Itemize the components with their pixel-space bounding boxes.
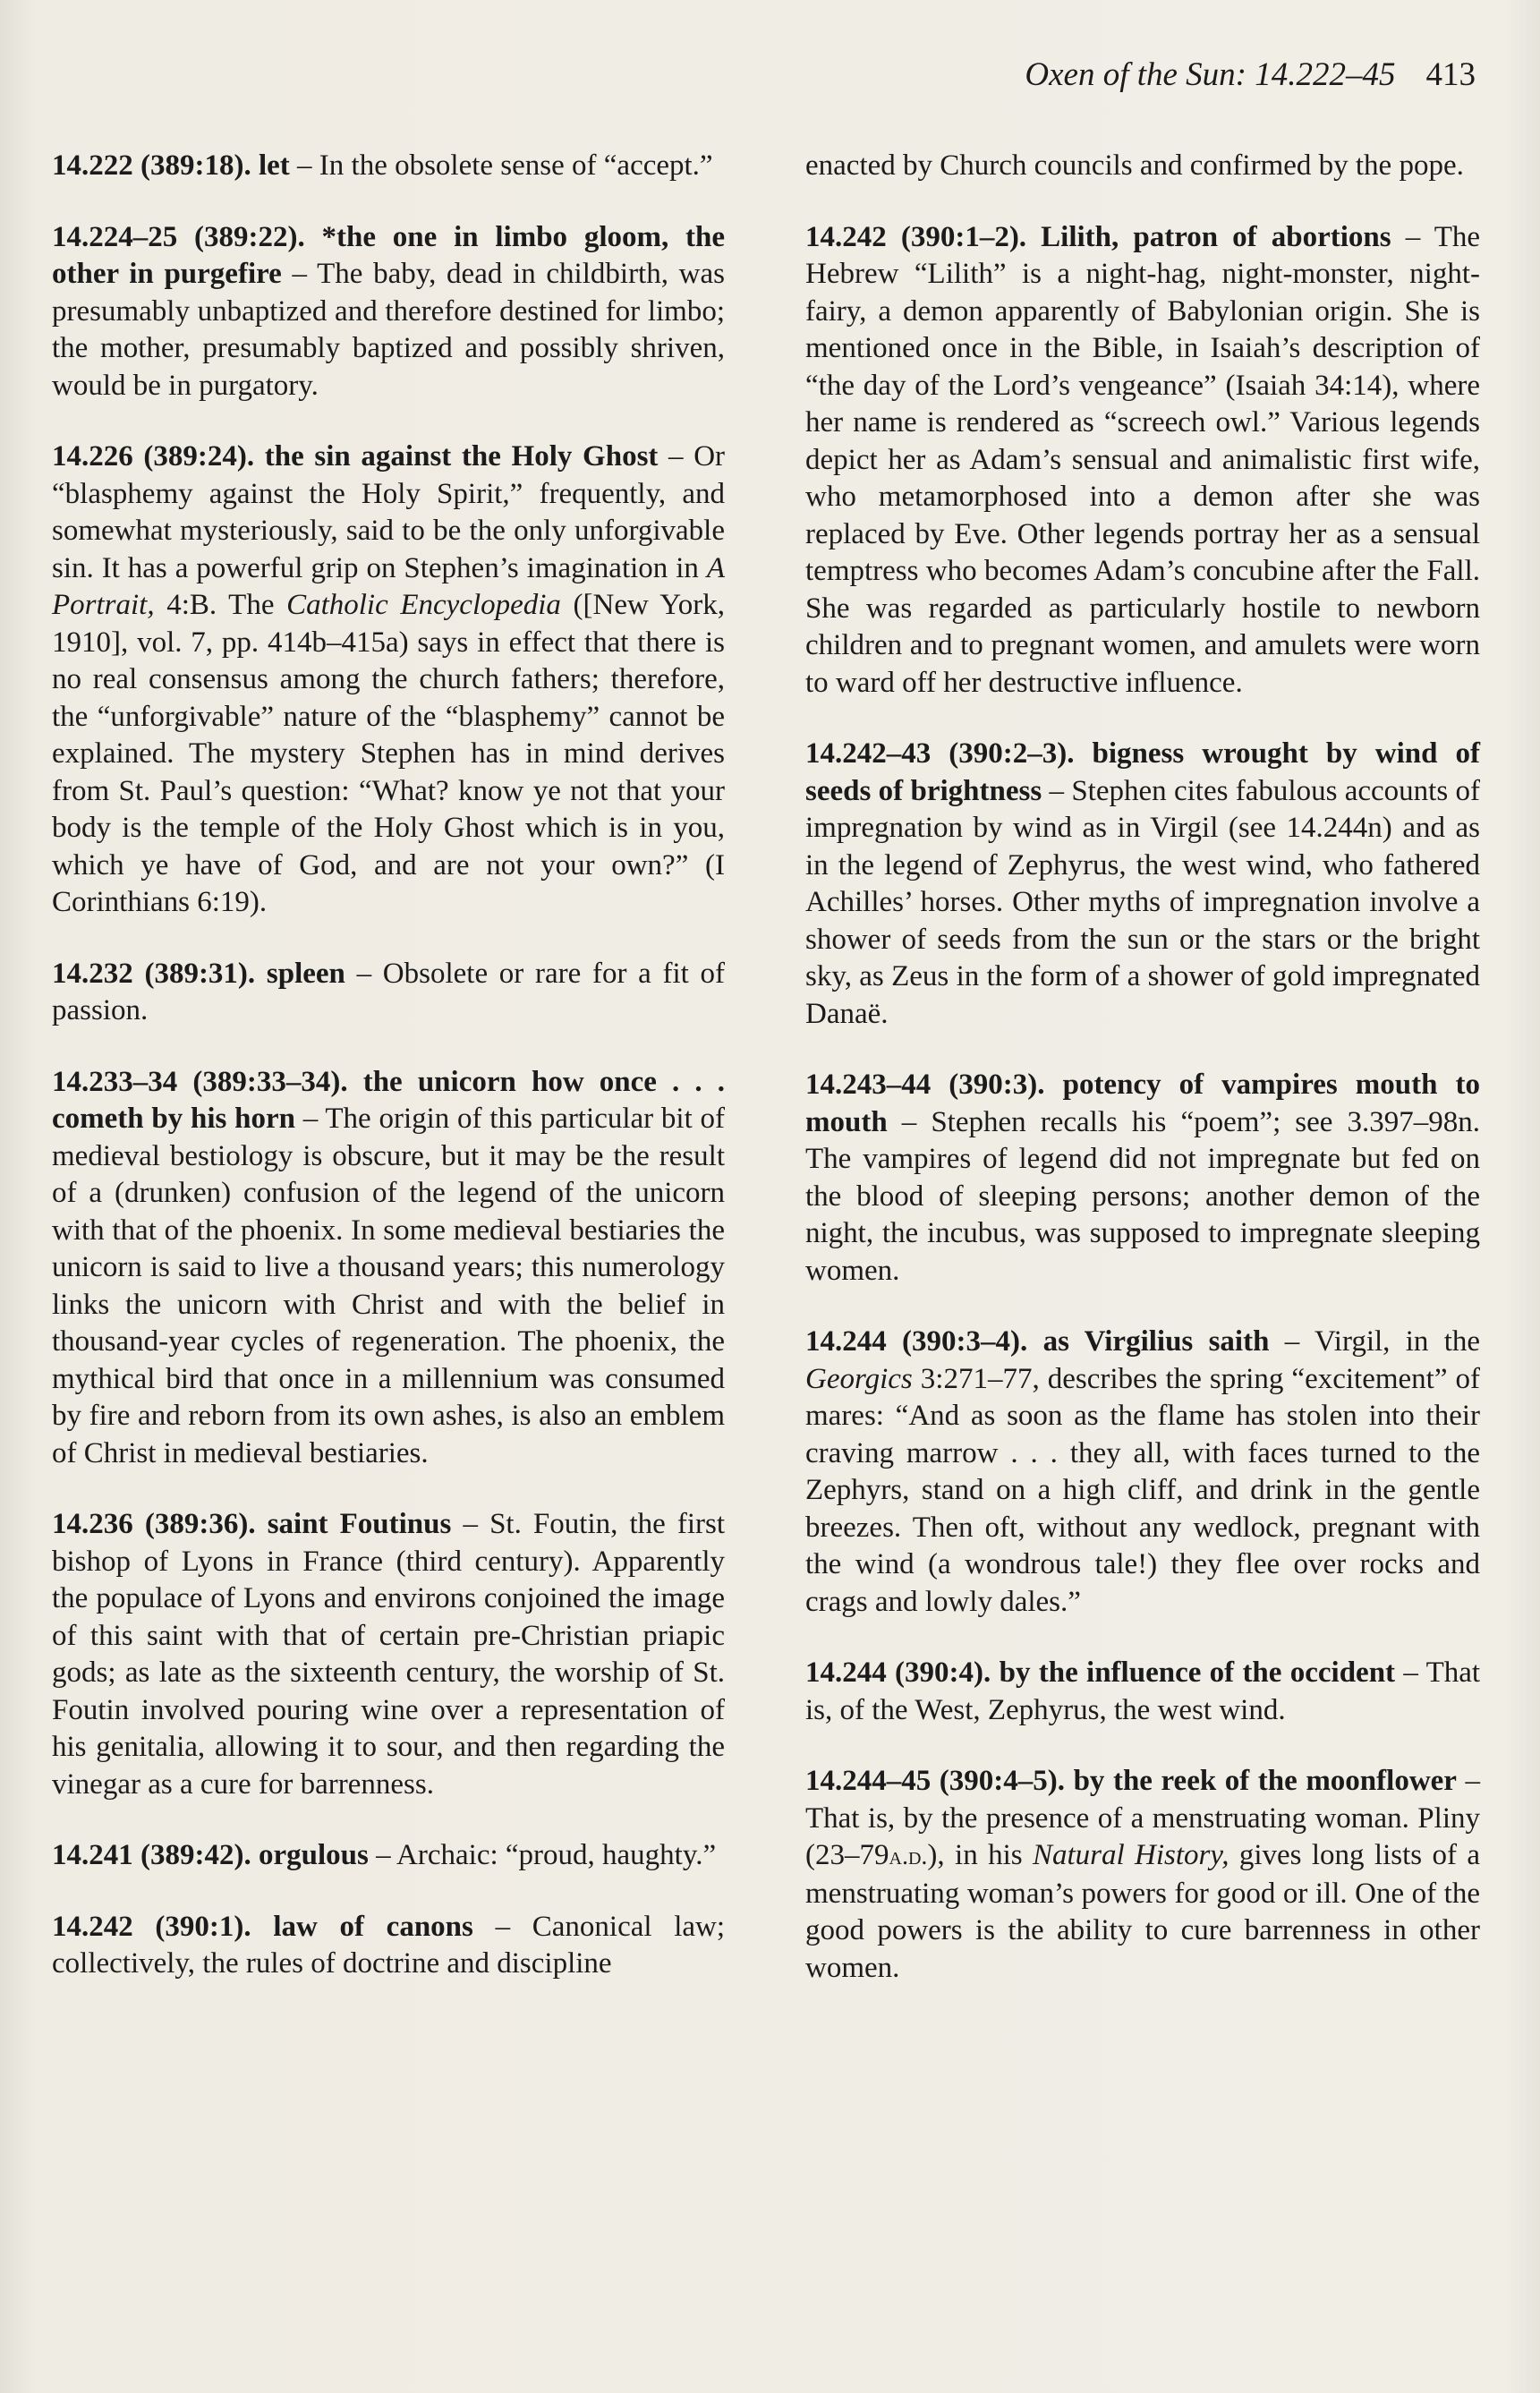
gloss: Stephen recalls his “poem”; see 3.397–98n. The vampires of legend did not impregnate but fed on the blood of sleeping persons; another demon of the night, the incubus, was supposed to impregnate sleeping women. [805,1105,1481,1287]
line-reference: 14.242 (390:1–2). [805,220,1027,253]
gloss: The Hebrew “Lilith” is a night-hag, night-monster, night-fairy, a demon apparently of Babylonian origin. She is mentioned once in the Bible, in Isaiah’s description of “the day of the Lord’s vengeance” (Isaiah 34:14), where her name is rendered as “screech owl.” Various legends depict her as Adam’s sensual and animalistic first wife, who metamorphosed into a demon after she was replaced by Eve. Other legends portray her as a sensual temptress who becomes Adam’s concubine after the Fall. She was regarded as particularly hostile to newborn children and to pregnant women, and amulets were worn to ward off her destructive influence. [805,220,1481,699]
line-reference: 14.244–45 (390:4–5). [805,1765,1066,1797]
right-column [805,148,1480,2021]
work-title: Natural History, [1032,1839,1229,1871]
gloss: Obsolete or rare for a fit of passion. [52,957,726,1026]
era-abbreviation: a.d. [889,1843,928,1870]
gloss: Or “blasphemy against the Holy Spirit,” frequently, and somewhat mysteriously, said to be the only unforgivable sin. It has a powerful grip on Stephen’s imagination in [52,440,726,584]
gloss: Virgil, in the [1314,1325,1481,1358]
gloss: The baby, dead in childbirth, was presumably unbaptized and therefore destined for limbo; the mother, presumably baptized and possibly shriven, would be in purgatory. [52,258,725,402]
gloss: The origin of this particular bit of medieval bestiology is obscure, but it may be the result of a (drunken) confusion of the legend of the unicorn with that of the phoenix. In some medieval bestiaries the unicorn is said to live a thousand years; this numerology links the unicorn with Christ and with the belief in thousand-year cycles of regeneration. The phoenix, the mythical bird that once in a millennium was consumed by fire and reborn from its own ashes, is also an emblem of Christ in medieval bestiaries. [52,1103,725,1469]
annotation-entry: 14.242 (390:1–2). Lilith, patron of abortions – The Hebrew “Lilith” is a night-hag, night-monster, night-fairy, a demon apparently of Babylonian origin. She is mentioned once in the Bible, in Isaiah’s description of “the day of the Lord’s vengeance” (Isaiah 34:14), where her name is rendered as “screech owl.” Various legends depict her as Adam’s sensual and animalistic first wife, who metamorphosed into a demon after she was replaced by Eve. Other legends portray her as a sensual temptress who becomes Adam’s concubine after the Fall. She was regarded as particularly hostile to newborn children and to pregnant women, and amulets were worn to ward off her destructive influence. [805,220,1481,699]
annotation-entry: 14.244 (390:3–4). as Virgilius saith – Virgil, in the Georgics 3:271–77, describes the spring “excitement” of mares: “And as soon as the flame has stolen into their craving marrow . . . they all, with faces turned to the Zephyrs, stand on a high cliff, and drink in the gentle breezes. Then oft, without any wedlock, pregnant with the wind (a wondrous tale!) they flee over rocks and crags and lowly dales.” [805,1325,1481,1618]
gloss: Archaic: “proud, haughty.” [396,1839,717,1871]
lemma: orgulous [258,1839,369,1871]
line-reference: 14.242 (390:1). [52,1910,251,1943]
gloss: Canonical law; collectively, the rules of doctrine and discipline [52,1910,726,1980]
left-column [52,148,725,2017]
lemma: saint Foutinus [267,1508,452,1540]
gloss: Stephen cites fabulous accounts of impregnation by wind as in Virgil (see 14.244n) and as in the legend of Zephyrus, the west wind, who fathered Achilles’ horses. Other myths of impregnation involve a shower of seeds from the sun or the stars or the bright sky, as Zeus in the form of a shower of gold impregnated Danaë. [805,774,1480,1030]
annotation-entry: 14.222 (389:18). let – In the obsolete sense of “accept.” [52,149,713,182]
annotation-entry: 14.244 (390:4). by the influence of the occident – That is, of the West, Zephyrus, the west wind. [805,1656,1481,1726]
lemma: law of canons [273,1910,473,1943]
annotation-entry: 14.232 (389:31). spleen – Obsolete or rare for a fit of passion. [52,957,726,1026]
annotation-entry: 14.242–43 (390:2–3). bigness wrought by wind of seeds of brightness – Stephen cites fabulous accounts of impregnation by wind as in Virgil (see 14.244n) and as in the legend of Zephyrus, the west wind, who fathered Achilles’ horses. Other myths of impregnation involve a shower of seeds from the sun or the stars or the bright sky, as Zeus in the form of a shower of gold impregnated Danaë. [805,737,1480,1030]
annotation-entry: 14.233–34 (389:33–34). the unicorn how once . . . cometh by his horn – The origin of this particular bit of medieval bestiology is obscure, but it may be the result of a (drunken) confusion of the legend of the unicorn with that of the phoenix. In some medieval bestiaries the unicorn is said to live a thousand years; this numerology links the unicorn with Christ and with the belief in thousand-year cycles of regeneration. The phoenix, the mythical bird that once in a millennium was consumed by fire and reborn from its own ashes, is also an emblem of Christ in medieval bestiaries. [52,1065,726,1469]
line-reference: 14.222 (389:18). [52,149,251,182]
gloss: That is, of the West, Zephyrus, the west wind. [805,1656,1481,1726]
lemma: by the reek of the moonflower [1073,1765,1457,1797]
lemma: the sin against the Holy Ghost [264,440,659,473]
line-reference: 14.232 (389:31). [52,957,256,990]
work-title: Georgics [805,1362,913,1395]
annotation-continuation [805,148,1480,185]
line-reference: 14.242–43 (390:2–3). [805,737,1075,770]
lemma: let [258,149,290,182]
gloss: gives long lists of a menstruating woman’s powers for good or ill. One of the good powers is the ability to cure barrenness in other women. [805,1839,1480,1984]
lemma: spleen [266,957,345,990]
line-reference: 14.224–25 (389:22). [52,220,305,253]
lemma: potency of vampires mouth to mouth [805,1069,1481,1138]
annotation-entry: 14.243–44 (390:3). potency of vampires mouth to mouth – Stephen recalls his “poem”; see 3.397–98n. The vampires of legend did not impregnate but fed on the blood of sleeping persons; another demon of the night, the incubus, was supposed to impregnate sleeping women. [805,1069,1481,1287]
line-reference: 14.244 (390:3–4). [805,1325,1028,1358]
work-title: Catholic Encyclopedia [286,589,561,621]
line-reference: 14.241 (389:42). [52,1839,251,1871]
annotation-entry: 14.224–25 (389:22). *the one in limbo gloom, the other in purgefire – The baby, dead in childbirth, was presumably unbaptized and therefore destined for limbo; the mother, presumably baptized and possibly shriven, would be in purgatory. [52,220,726,402]
running-title: Oxen of the Sun: 14.222–45 [1025,56,1396,93]
line-reference: 14.243–44 (390:3). [805,1069,1045,1101]
lemma: *the one in limbo gloom, the other in purgefire [52,220,726,290]
gloss: 4:B. The [166,589,275,621]
gloss: ([New York, 1910], vol. 7, pp. 414b–415a) says in effect that there is no real consensus among the church fathers; therefore, the “unforgivable” nature of the “blasphemy” cannot be explained. The mystery Stephen has in mind derives from St. Paul’s question: “What? know ye not that your body is the temple of the Holy Ghost which is in you, which ye have of God, and are not your own?” (I Corinthians 6:19). [52,589,725,918]
gloss: In the obsolete sense of “accept.” [319,149,713,182]
gloss: 3:271–77, describes the spring “excitement” of mares: “And as soon as the flame has stolen into their craving marrow . . . they all, with faces turned to the Zephyrs, stand on a high cliff, and drink in the gentle breezes. Then oft, without any wedlock, pregnant with the wind (a wondrous tale!) they flee over rocks and crags and lowly dales.” [805,1362,1481,1618]
gloss: St. Foutin, the first bishop of Lyons in France (third century). Apparently the populace of Lyons and environs conjoined the image of this saint with that of certain pre-Christian priapic gods; as late as the sixteenth century, the worship of St. Foutin involved pouring wine over a representation of his genitalia, allowing it to sour, and then regarding the vinegar as a cure for barrenness. [52,1508,726,1801]
lemma: bigness wrought by wind of seeds of brightness [805,737,1480,807]
annotation-entry: 14.244–45 (390:4–5). by the reek of the moonflower – That is, by the presence of a menstruating woman. Pliny (23–79a.d.), in his Natural History, gives long lists of a menstruating woman’s powers for good or ill. One of the good powers is the ability to cure barrenness in other women. [805,1765,1480,1984]
line-reference: 14.244 (390:4). [805,1656,991,1689]
page-number: 413 [1425,56,1476,93]
line-reference: 14.233–34 (389:33–34). [52,1065,348,1098]
annotation-entry: 14.226 (389:24). the sin against the Holy Ghost – Or “blasphemy against the Holy Spirit,” frequently, and somewhat mysteriously, said to be the only unforgivable sin. It has a powerful grip on Stephen’s imagination in A Portrait, 4:B. The Catholic Encyclopedia ([New York, 1910], vol. 7, pp. 414b–415a) says in effect that there is no real consensus among the church fathers; therefore, the “unforgivable” nature of the “blasphemy” cannot be explained. The mystery Stephen has in mind derives from St. Paul’s question: “What? know ye not that your body is the temple of the Holy Ghost which is in you, which ye have of God, and are not your own?” (I Corinthians 6:19). [52,440,726,918]
line-reference: 14.226 (389:24). [52,440,255,473]
gloss: That is, by the presence of a menstruating woman. Pliny (23–79 [805,1801,1480,1871]
lemma: as Virgilius saith [1042,1325,1270,1358]
lemma: the unicorn how once . . . cometh by his horn [52,1065,726,1135]
gloss: ), in his [927,1839,1023,1871]
lemma: by the influence of the occident [999,1656,1396,1689]
running-head [1025,55,1476,94]
line-reference: 14.236 (389:36). [52,1508,256,1540]
annotation-entry: 14.236 (389:36). saint Foutinus – St. Foutin, the first bishop of Lyons in France (third century). Apparently the populace of Lyons and environs conjoined the image of this saint with that of certain pre-Christian priapic gods; as late as the sixteenth century, the worship of St. Foutin involved pouring wine over a representation of his genitalia, allowing it to sour, and then regarding the vinegar as a cure for barrenness. [52,1508,726,1801]
annotation-entry: 14.241 (389:42). orgulous – Archaic: “proud, haughty.” [52,1839,717,1871]
lemma: Lilith, patron of abortions [1041,220,1391,253]
work-title: A Portrait, [52,551,726,621]
annotation-entry: 14.242 (390:1). law of canons – Canonical law; collectively, the rules of doctrine and discipline [52,1910,726,1980]
gloss: enacted by Church councils and confirmed by the pope. [805,149,1464,182]
